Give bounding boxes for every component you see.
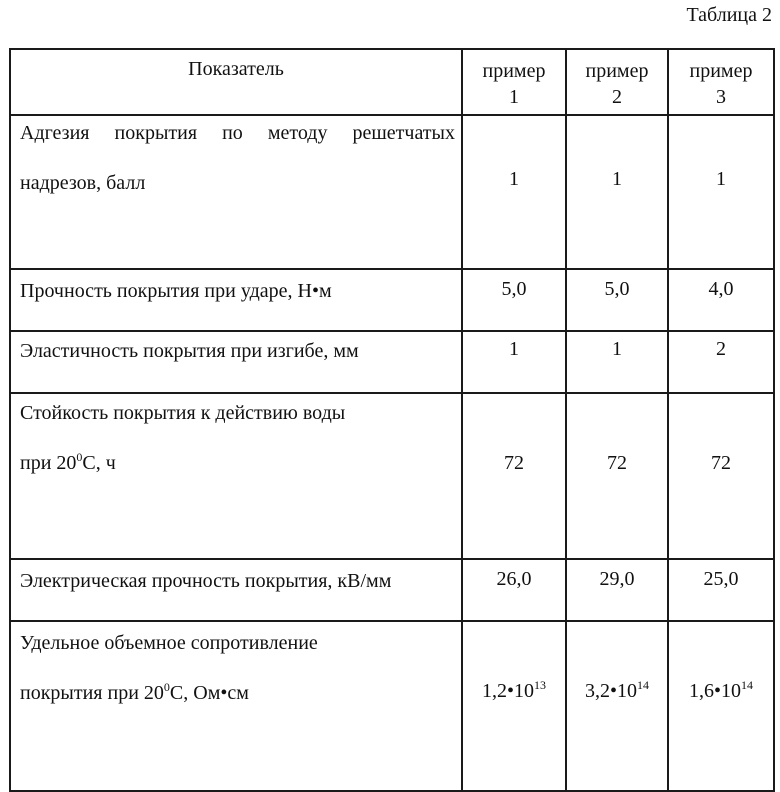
value-base: 1,6•10: [688, 680, 741, 702]
header-example-word: пример: [482, 60, 546, 82]
value-cell-example-3: 72: [668, 393, 774, 559]
parameter-cell: [10, 115, 462, 269]
parameter-cell: [10, 621, 462, 791]
value-cell-example-1: 1: [462, 331, 566, 393]
value-cell-example-2: 1: [566, 331, 668, 393]
value-cell-example-3: 4,0: [668, 269, 774, 331]
results-table: [9, 48, 775, 792]
table-row-elasticity: [10, 331, 774, 393]
parameter-line-2: надрезов, балл: [20, 172, 146, 194]
value-cell-example-3: 1: [668, 115, 774, 269]
value-cell-example-2: 29,0: [566, 559, 668, 621]
header-example-word: пример: [585, 60, 649, 82]
value-cell-example-3: 25,0: [668, 559, 774, 621]
parameter-cell: Прочность покрытия при ударе, Н•м: [10, 269, 462, 331]
value-cell-example-1: [462, 621, 566, 791]
parameter-line-2: [20, 450, 455, 476]
parameter-cell: Электрическая прочность покрытия, кВ/мм: [10, 559, 462, 621]
table-header-row: [10, 49, 774, 115]
table-row-water-resistance: [10, 393, 774, 559]
parameter-cell: [10, 393, 462, 559]
value-cell-example-2: [566, 621, 668, 791]
value-exponent: 14: [637, 678, 649, 692]
text-fragment: С, ч: [82, 452, 116, 474]
value-base: 3,2•10: [584, 680, 637, 702]
value-cell-example-2: 1: [566, 115, 668, 269]
superscript: 0: [163, 680, 170, 694]
value-exponent: 13: [534, 678, 546, 692]
header-example-3: [668, 49, 774, 115]
superscript: 0: [76, 450, 83, 464]
text-fragment: при 20: [20, 452, 77, 474]
parameter-line-1: Удельное объемное сопротивление: [20, 632, 318, 654]
header-example-2: [566, 49, 668, 115]
value-cell-example-1: 72: [462, 393, 566, 559]
value-cell-example-1: 26,0: [462, 559, 566, 621]
table-row-electric-strength: [10, 559, 774, 621]
parameter-line-2: [20, 680, 455, 706]
table-row-volume-resistivity: [10, 621, 774, 791]
header-example-number: 3: [716, 86, 726, 108]
value-cell-example-1: 1: [462, 115, 566, 269]
parameter-cell: Эластичность покрытия при изгибе, мм: [10, 331, 462, 393]
table-row-impact-strength: [10, 269, 774, 331]
parameter-line-1: Стойкость покрытия к действию воды: [20, 402, 346, 424]
value-cell-example-2: 5,0: [566, 269, 668, 331]
value-cell-example-2: 72: [566, 393, 668, 559]
value-base: 1,2•10: [481, 680, 534, 702]
table-caption: Таблица 2: [686, 4, 772, 26]
parameter-line-1: Адгезия покрытия по методу решетчатых: [20, 122, 455, 144]
value-exponent: 14: [741, 678, 753, 692]
header-example-number: 1: [509, 86, 519, 108]
text-fragment: С, Ом•см: [169, 682, 249, 704]
header-parameter: Показатель: [10, 49, 462, 115]
table-row-adhesion: [10, 115, 774, 269]
header-example-word: пример: [689, 60, 753, 82]
header-example-number: 2: [612, 86, 622, 108]
text-fragment: покрытия при 20: [20, 682, 164, 704]
value-cell-example-1: 5,0: [462, 269, 566, 331]
value-cell-example-3: 2: [668, 331, 774, 393]
header-example-1: [462, 49, 566, 115]
value-cell-example-3: [668, 621, 774, 791]
